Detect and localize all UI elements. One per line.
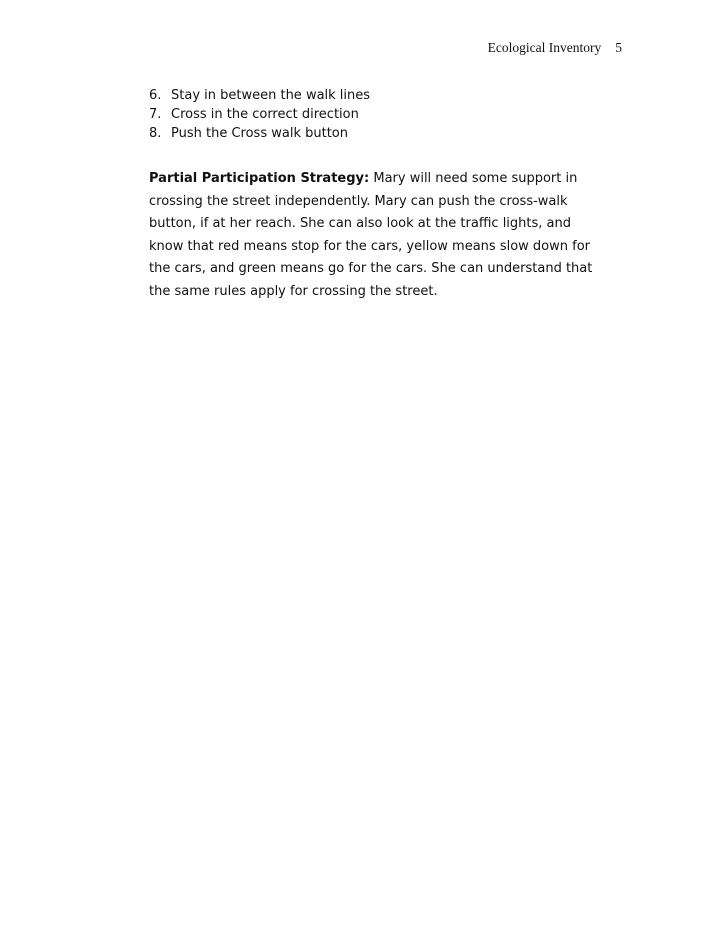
step-text: Cross in the correct direction: [171, 107, 359, 122]
step-text: Push the Cross walk button: [171, 126, 348, 141]
step-number: 7.: [149, 107, 162, 122]
step-item: [149, 124, 609, 143]
strategy-text: Mary will need some support in crossing the street independently. Mary can push the cross-walk button, if at her reach. She can also look at the traffic lights, and know that red means stop for the cars, yellow means slow down for the cars, and green means go for the cars. She can understand that the same rules apply for crossing the street.: [149, 171, 593, 299]
header-title: Ecological Inventory: [487, 40, 602, 55]
page-number: 5: [615, 40, 622, 55]
step-number: 8.: [149, 126, 162, 141]
step-item: [149, 86, 609, 105]
running-header: [488, 40, 622, 56]
step-text: Stay in between the walk lines: [171, 88, 371, 103]
step-item: [149, 105, 609, 124]
strategy-paragraph: [149, 168, 609, 304]
strategy-label: Partial Participation Strategy:: [149, 171, 370, 186]
step-list: [149, 86, 609, 143]
step-number: 6.: [149, 88, 162, 103]
